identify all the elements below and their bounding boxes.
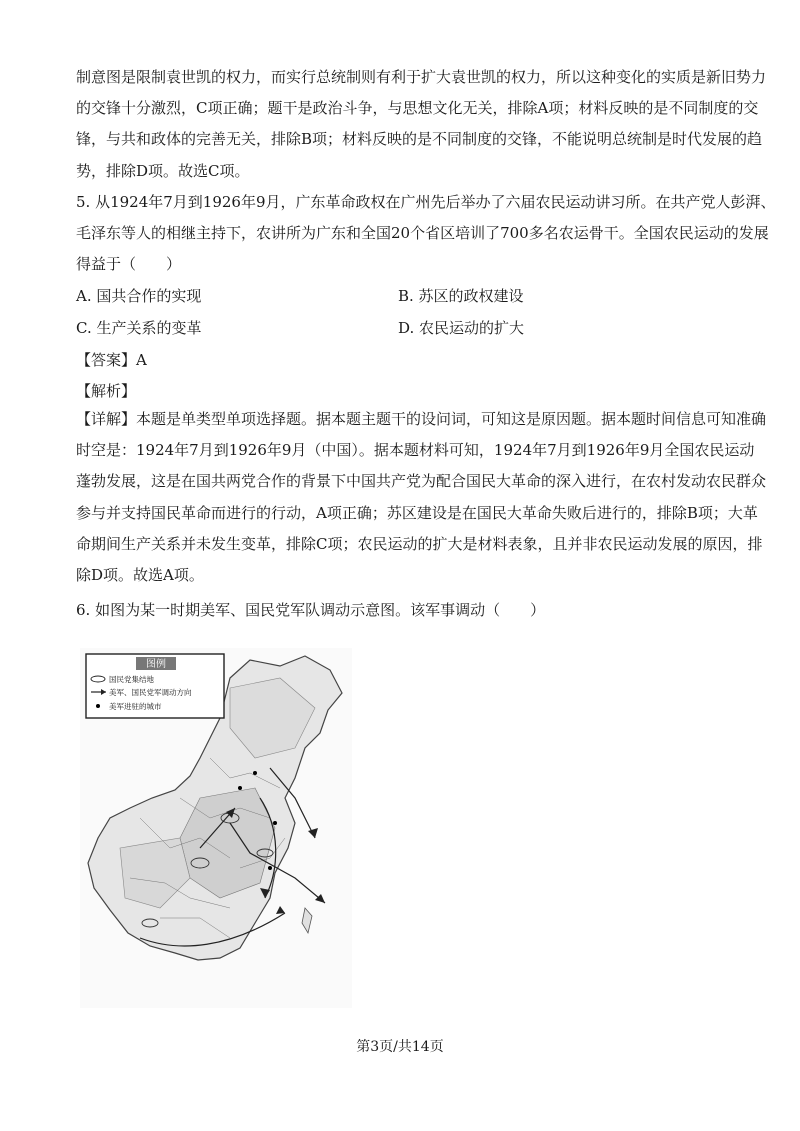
option-d: D. 农民运动的扩大 xyxy=(398,319,525,337)
answer-label: 【答案】A xyxy=(76,351,147,369)
option-c: C. 生产关系的变革 xyxy=(76,319,202,337)
legend-item: 美军、国民党军调动方向 xyxy=(109,688,192,697)
text-line: 毛泽东等人的相继主持下，农讲所为广东和全国20个省区培训了700多名农运骨干。全国农民运动的发展 xyxy=(76,224,769,243)
text-line: 5. 从1924年7月到1926年9月，广东革命政权在广州先后举办了六届农民运动讲习所。在共产党人彭湃、 xyxy=(76,193,776,211)
text-line: 得益于（ ） xyxy=(76,255,182,274)
map-legend xyxy=(86,654,224,718)
military-movement-map xyxy=(80,648,352,1008)
option-a: A. 国共合作的实现 xyxy=(76,287,202,305)
option-b: B. 苏区的政权建设 xyxy=(398,287,524,305)
text-line: 除D项。故选A项。 xyxy=(76,565,204,584)
text-line: 蓬勃发展，这是在国共两党合作的背景下中国共产党为配合国民大革命的深入进行，在农村发动农民群众 xyxy=(76,472,767,491)
text-line: 参与并支持国民革命而进行的行动，A项正确；苏区建设是在国民大革命失败后进行的，排除B项；大革 xyxy=(76,503,758,522)
text-line: 命期间生产关系并未发生变革，排除C项；农民运动的扩大是材料表象，且并非农民运动发展的原因，排 xyxy=(76,534,763,553)
text-line: 锋，与共和政体的完善无关，排除B项；材料反映的是不同制度的交锋，不能说明总统制是时代发展的趋 xyxy=(76,130,763,149)
text-line: 的交锋十分激烈，C项正确；题干是政治斗争，与思想文化无关，排除A项；材料反映的是不同制度的交 xyxy=(76,99,759,118)
text-line: 时空是：1924年7月到1926年9月（中国）。据本题材料可知，1924年7月到1926年9月全国农民运动 xyxy=(76,441,755,460)
question-6-stem: 6. 如图为某一时期美军、国民党军队调动示意图。该军事调动（ ） xyxy=(76,601,546,619)
text-line: 制意图是限制袁世凯的权力，而实行总统制则有利于扩大袁世凯的权力，所以这种变化的实质是新旧势力 xyxy=(76,68,767,86)
legend-item: 美军进驻的城市 xyxy=(109,702,162,711)
page-footer: 第3页/共14页 xyxy=(356,1039,444,1055)
legend-item: 国民党集结地 xyxy=(109,675,154,684)
legend-title: 图例 xyxy=(146,659,166,670)
text-line: 势，排除D项。故选C项。 xyxy=(76,161,250,180)
question-5-stem xyxy=(76,187,776,281)
analysis-continuation xyxy=(76,62,767,187)
question-5-detail xyxy=(76,404,767,591)
text-line: 【详解】本题是单类型单项选择题。据本题主题干的设问词，可知这是原因题。据本题时间信息可知准确 xyxy=(76,410,767,428)
analysis-label: 【解析】 xyxy=(76,382,137,400)
